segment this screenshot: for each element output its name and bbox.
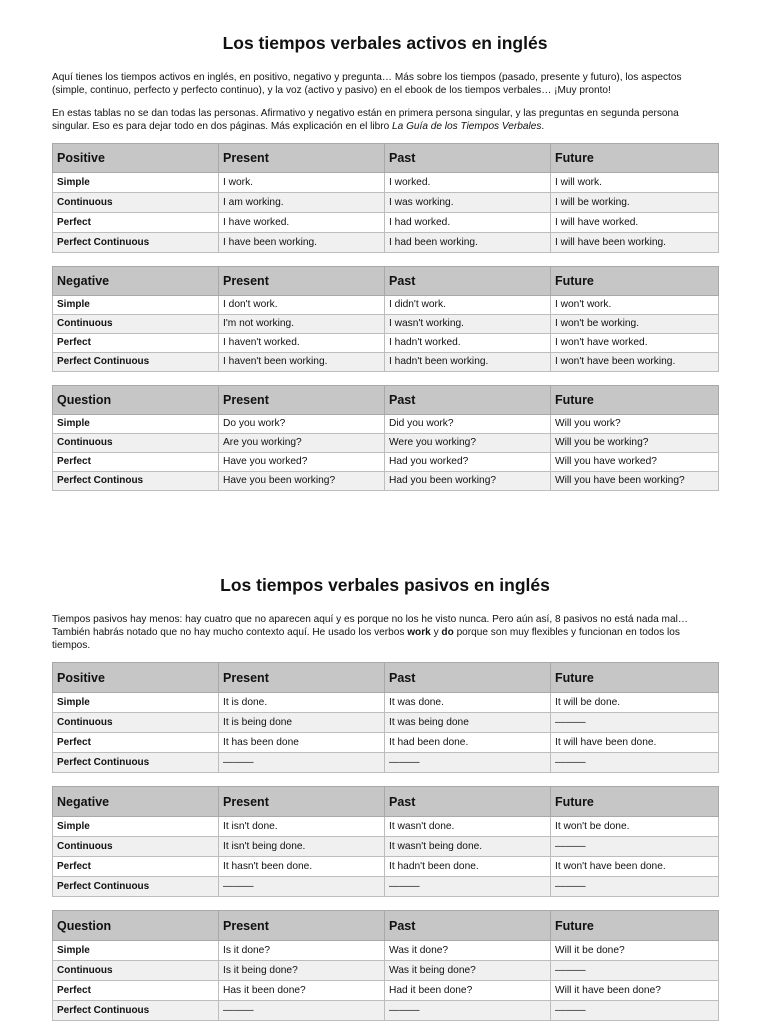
active-negative-table bbox=[52, 266, 719, 372]
table-cell: I was working. bbox=[385, 193, 551, 213]
table-cell: Will you have been working? bbox=[551, 472, 719, 491]
table-row bbox=[53, 713, 719, 733]
table-cell: Is it done? bbox=[219, 941, 385, 961]
table-row bbox=[53, 817, 719, 837]
row-label: Perfect Continuous bbox=[53, 233, 219, 253]
table-cell: I had worked. bbox=[385, 213, 551, 233]
table-cell: It won't be done. bbox=[551, 817, 719, 837]
table-cell: It will be done. bbox=[551, 693, 719, 713]
table-cell: Was it done? bbox=[385, 941, 551, 961]
header-cell-future: Future bbox=[551, 663, 719, 693]
table-cell: I have worked. bbox=[219, 213, 385, 233]
table-cell: It is done. bbox=[219, 693, 385, 713]
header-cell-past: Past bbox=[385, 787, 551, 817]
table-cell: I haven't worked. bbox=[219, 334, 385, 353]
table-cell: I won't be working. bbox=[551, 315, 719, 334]
table-row bbox=[53, 334, 719, 353]
table-cell: It will have been done. bbox=[551, 733, 719, 753]
row-label: Perfect bbox=[53, 981, 219, 1001]
header-cell-past: Past bbox=[385, 911, 551, 941]
row-label: Continuous bbox=[53, 315, 219, 334]
row-label: Perfect Continuous bbox=[53, 353, 219, 372]
header-cell-future: Future bbox=[551, 267, 719, 296]
row-label: Continuous bbox=[53, 193, 219, 213]
active-intro-paragraph: Aquí tienes los tiempos activos en inglés, en positivo, negativo y pregunta… Más sobre los tiempos (pasado, presente y futuro), los aspectos (simple, continuo, perfecto y perfecto continuo), y la voz (activo y pasivo) en el ebook de los tiempos verbales… ¡Muy pronto! bbox=[52, 72, 682, 96]
table-cell: Will it have been done? bbox=[551, 981, 719, 1001]
table-cell: Have you worked? bbox=[219, 453, 385, 472]
table-cell: It has been done bbox=[219, 733, 385, 753]
table-cell: I hadn't worked. bbox=[385, 334, 551, 353]
table-row bbox=[53, 961, 719, 981]
table-cell: Will you be working? bbox=[551, 434, 719, 453]
table-cell: It hasn't been done. bbox=[219, 857, 385, 877]
table-row bbox=[53, 857, 719, 877]
table-row bbox=[53, 434, 719, 453]
table-cell: I will have been working. bbox=[551, 233, 719, 253]
row-label: Perfect Continuous bbox=[53, 753, 219, 773]
header-cell-voice: Negative bbox=[53, 267, 219, 296]
header-cell-past: Past bbox=[385, 267, 551, 296]
header-cell-present: Present bbox=[219, 911, 385, 941]
table-cell: It won't have been done. bbox=[551, 857, 719, 877]
table-cell: Had you worked? bbox=[385, 453, 551, 472]
table-cell: Had you been working? bbox=[385, 472, 551, 491]
header-cell-past: Past bbox=[385, 144, 551, 173]
book-title: La Guía de los Tiempos Verbales bbox=[392, 121, 542, 132]
table-cell: I am working. bbox=[219, 193, 385, 213]
table-header-row bbox=[53, 386, 719, 415]
header-cell-past: Past bbox=[385, 386, 551, 415]
table-row bbox=[53, 877, 719, 897]
row-label: Simple bbox=[53, 693, 219, 713]
row-label: Simple bbox=[53, 415, 219, 434]
row-label: Perfect bbox=[53, 453, 219, 472]
table-cell: I haven't been working. bbox=[219, 353, 385, 372]
verb-work: work bbox=[407, 627, 431, 638]
table-cell: Are you working? bbox=[219, 434, 385, 453]
table-cell: It is being done bbox=[219, 713, 385, 733]
table-cell: It wasn't done. bbox=[385, 817, 551, 837]
table-cell: I hadn't been working. bbox=[385, 353, 551, 372]
table-cell: I won't have worked. bbox=[551, 334, 719, 353]
row-label: Perfect bbox=[53, 733, 219, 753]
row-label: Perfect bbox=[53, 213, 219, 233]
table-cell: ——— bbox=[219, 1001, 385, 1021]
header-cell-future: Future bbox=[551, 386, 719, 415]
table-cell: Will you have worked? bbox=[551, 453, 719, 472]
table-row bbox=[53, 733, 719, 753]
active-question-table bbox=[52, 385, 719, 491]
table-row bbox=[53, 941, 719, 961]
row-label: Simple bbox=[53, 173, 219, 193]
row-label: Continuous bbox=[53, 837, 219, 857]
table-cell: It hadn't been done. bbox=[385, 857, 551, 877]
table-cell: It had been done. bbox=[385, 733, 551, 753]
verb-do: do bbox=[441, 627, 454, 638]
header-cell-present: Present bbox=[219, 386, 385, 415]
table-row bbox=[53, 981, 719, 1001]
row-label: Simple bbox=[53, 296, 219, 315]
header-cell-voice: Positive bbox=[53, 144, 219, 173]
header-cell-future: Future bbox=[551, 911, 719, 941]
row-label: Perfect bbox=[53, 334, 219, 353]
table-cell: I worked. bbox=[385, 173, 551, 193]
header-cell-past: Past bbox=[385, 663, 551, 693]
table-row bbox=[53, 233, 719, 253]
table-cell: It isn't being done. bbox=[219, 837, 385, 857]
row-label: Perfect Continuous bbox=[53, 1001, 219, 1021]
table-cell: I won't work. bbox=[551, 296, 719, 315]
passive-intro-paragraph bbox=[52, 613, 718, 652]
table-row bbox=[53, 472, 719, 491]
header-cell-present: Present bbox=[219, 787, 385, 817]
table-cell: It isn't done. bbox=[219, 817, 385, 837]
table-cell: Will you work? bbox=[551, 415, 719, 434]
table-cell: ——— bbox=[551, 877, 719, 897]
table-cell: I work. bbox=[219, 173, 385, 193]
header-cell-voice: Question bbox=[53, 911, 219, 941]
table-cell: I had been working. bbox=[385, 233, 551, 253]
header-cell-voice: Positive bbox=[53, 663, 219, 693]
table-cell: ——— bbox=[219, 877, 385, 897]
row-label: Continuous bbox=[53, 961, 219, 981]
row-label: Simple bbox=[53, 817, 219, 837]
header-cell-voice: Negative bbox=[53, 787, 219, 817]
passive-negative-table bbox=[52, 786, 719, 897]
table-cell: Will it be done? bbox=[551, 941, 719, 961]
table-header-row bbox=[53, 663, 719, 693]
row-label: Perfect Continous bbox=[53, 472, 219, 491]
table-cell: I will work. bbox=[551, 173, 719, 193]
table-row bbox=[53, 213, 719, 233]
table-row bbox=[53, 693, 719, 713]
table-header-row bbox=[53, 267, 719, 296]
header-cell-future: Future bbox=[551, 144, 719, 173]
table-cell: I'm not working. bbox=[219, 315, 385, 334]
table-cell: ——— bbox=[551, 837, 719, 857]
table-cell: Were you working? bbox=[385, 434, 551, 453]
table-cell: Was it being done? bbox=[385, 961, 551, 981]
active-positive-table bbox=[52, 143, 719, 253]
row-label: Continuous bbox=[53, 713, 219, 733]
header-cell-voice: Question bbox=[53, 386, 219, 415]
table-cell: I will be working. bbox=[551, 193, 719, 213]
table-cell: It was being done bbox=[385, 713, 551, 733]
header-cell-present: Present bbox=[219, 267, 385, 296]
table-row bbox=[53, 193, 719, 213]
table-row bbox=[53, 753, 719, 773]
table-row bbox=[53, 415, 719, 434]
passive-intro-text: Tiempos pasivos hay menos: hay cuatro que no aparecen aquí y es porque no los he visto nunca. Pero aún así, 8 pasivos no está nada mal… También habrás notado que no hay mucho contexto aquí. He usado los verbos bbox=[52, 614, 688, 638]
table-row bbox=[53, 315, 719, 334]
table-cell: ——— bbox=[385, 877, 551, 897]
active-section-title: Los tiempos verbales activos en inglés bbox=[222, 33, 548, 53]
table-cell: ——— bbox=[385, 753, 551, 773]
table-cell: ——— bbox=[385, 1001, 551, 1021]
table-cell: I will have worked. bbox=[551, 213, 719, 233]
table-cell: ——— bbox=[551, 1001, 719, 1021]
table-cell: Has it been done? bbox=[219, 981, 385, 1001]
passive-intro-end: porque son muy flexibles y funcionan en todos los tiempos. bbox=[52, 627, 680, 651]
passive-section-title: Los tiempos verbales pasivos en inglés bbox=[220, 575, 550, 595]
active-section bbox=[52, 30, 718, 504]
row-label: Perfect Continuous bbox=[53, 877, 219, 897]
table-header-row bbox=[53, 144, 719, 173]
table-cell: I didn't work. bbox=[385, 296, 551, 315]
table-cell: Had it been done? bbox=[385, 981, 551, 1001]
table-row bbox=[53, 453, 719, 472]
table-cell: Do you work? bbox=[219, 415, 385, 434]
row-label: Simple bbox=[53, 941, 219, 961]
active-note-end: . bbox=[541, 121, 545, 132]
table-cell: I won't have been working. bbox=[551, 353, 719, 372]
table-cell: I have been working. bbox=[219, 233, 385, 253]
table-cell: It wasn't being done. bbox=[385, 837, 551, 857]
table-cell: ——— bbox=[551, 961, 719, 981]
table-cell: I don't work. bbox=[219, 296, 385, 315]
table-cell: ——— bbox=[551, 753, 719, 773]
header-cell-present: Present bbox=[219, 663, 385, 693]
table-cell: Have you been working? bbox=[219, 472, 385, 491]
table-cell: ——— bbox=[551, 713, 719, 733]
table-cell: Did you work? bbox=[385, 415, 551, 434]
table-header-row bbox=[53, 787, 719, 817]
row-label: Perfect bbox=[53, 857, 219, 877]
table-cell: It was done. bbox=[385, 693, 551, 713]
table-cell: I wasn't working. bbox=[385, 315, 551, 334]
table-row bbox=[53, 173, 719, 193]
table-row bbox=[53, 837, 719, 857]
table-row bbox=[53, 1001, 719, 1021]
header-cell-future: Future bbox=[551, 787, 719, 817]
table-header-row bbox=[53, 911, 719, 941]
passive-question-table bbox=[52, 910, 719, 1021]
active-note-text: En estas tablas no se dan todas las personas. Afirmativo y negativo están en primera persona singular, y las preguntas en segunda persona singular. Eso es para dejar todo en dos páginas. Más explicación en el libro bbox=[52, 108, 679, 132]
table-cell: Is it being done? bbox=[219, 961, 385, 981]
passive-section bbox=[52, 572, 718, 1034]
header-cell-present: Present bbox=[219, 144, 385, 173]
active-note-paragraph bbox=[52, 107, 718, 133]
table-cell: ——— bbox=[219, 753, 385, 773]
table-row bbox=[53, 353, 719, 372]
passive-positive-table bbox=[52, 662, 719, 773]
row-label: Continuous bbox=[53, 434, 219, 453]
table-row bbox=[53, 296, 719, 315]
passive-intro-and: y bbox=[430, 627, 442, 638]
